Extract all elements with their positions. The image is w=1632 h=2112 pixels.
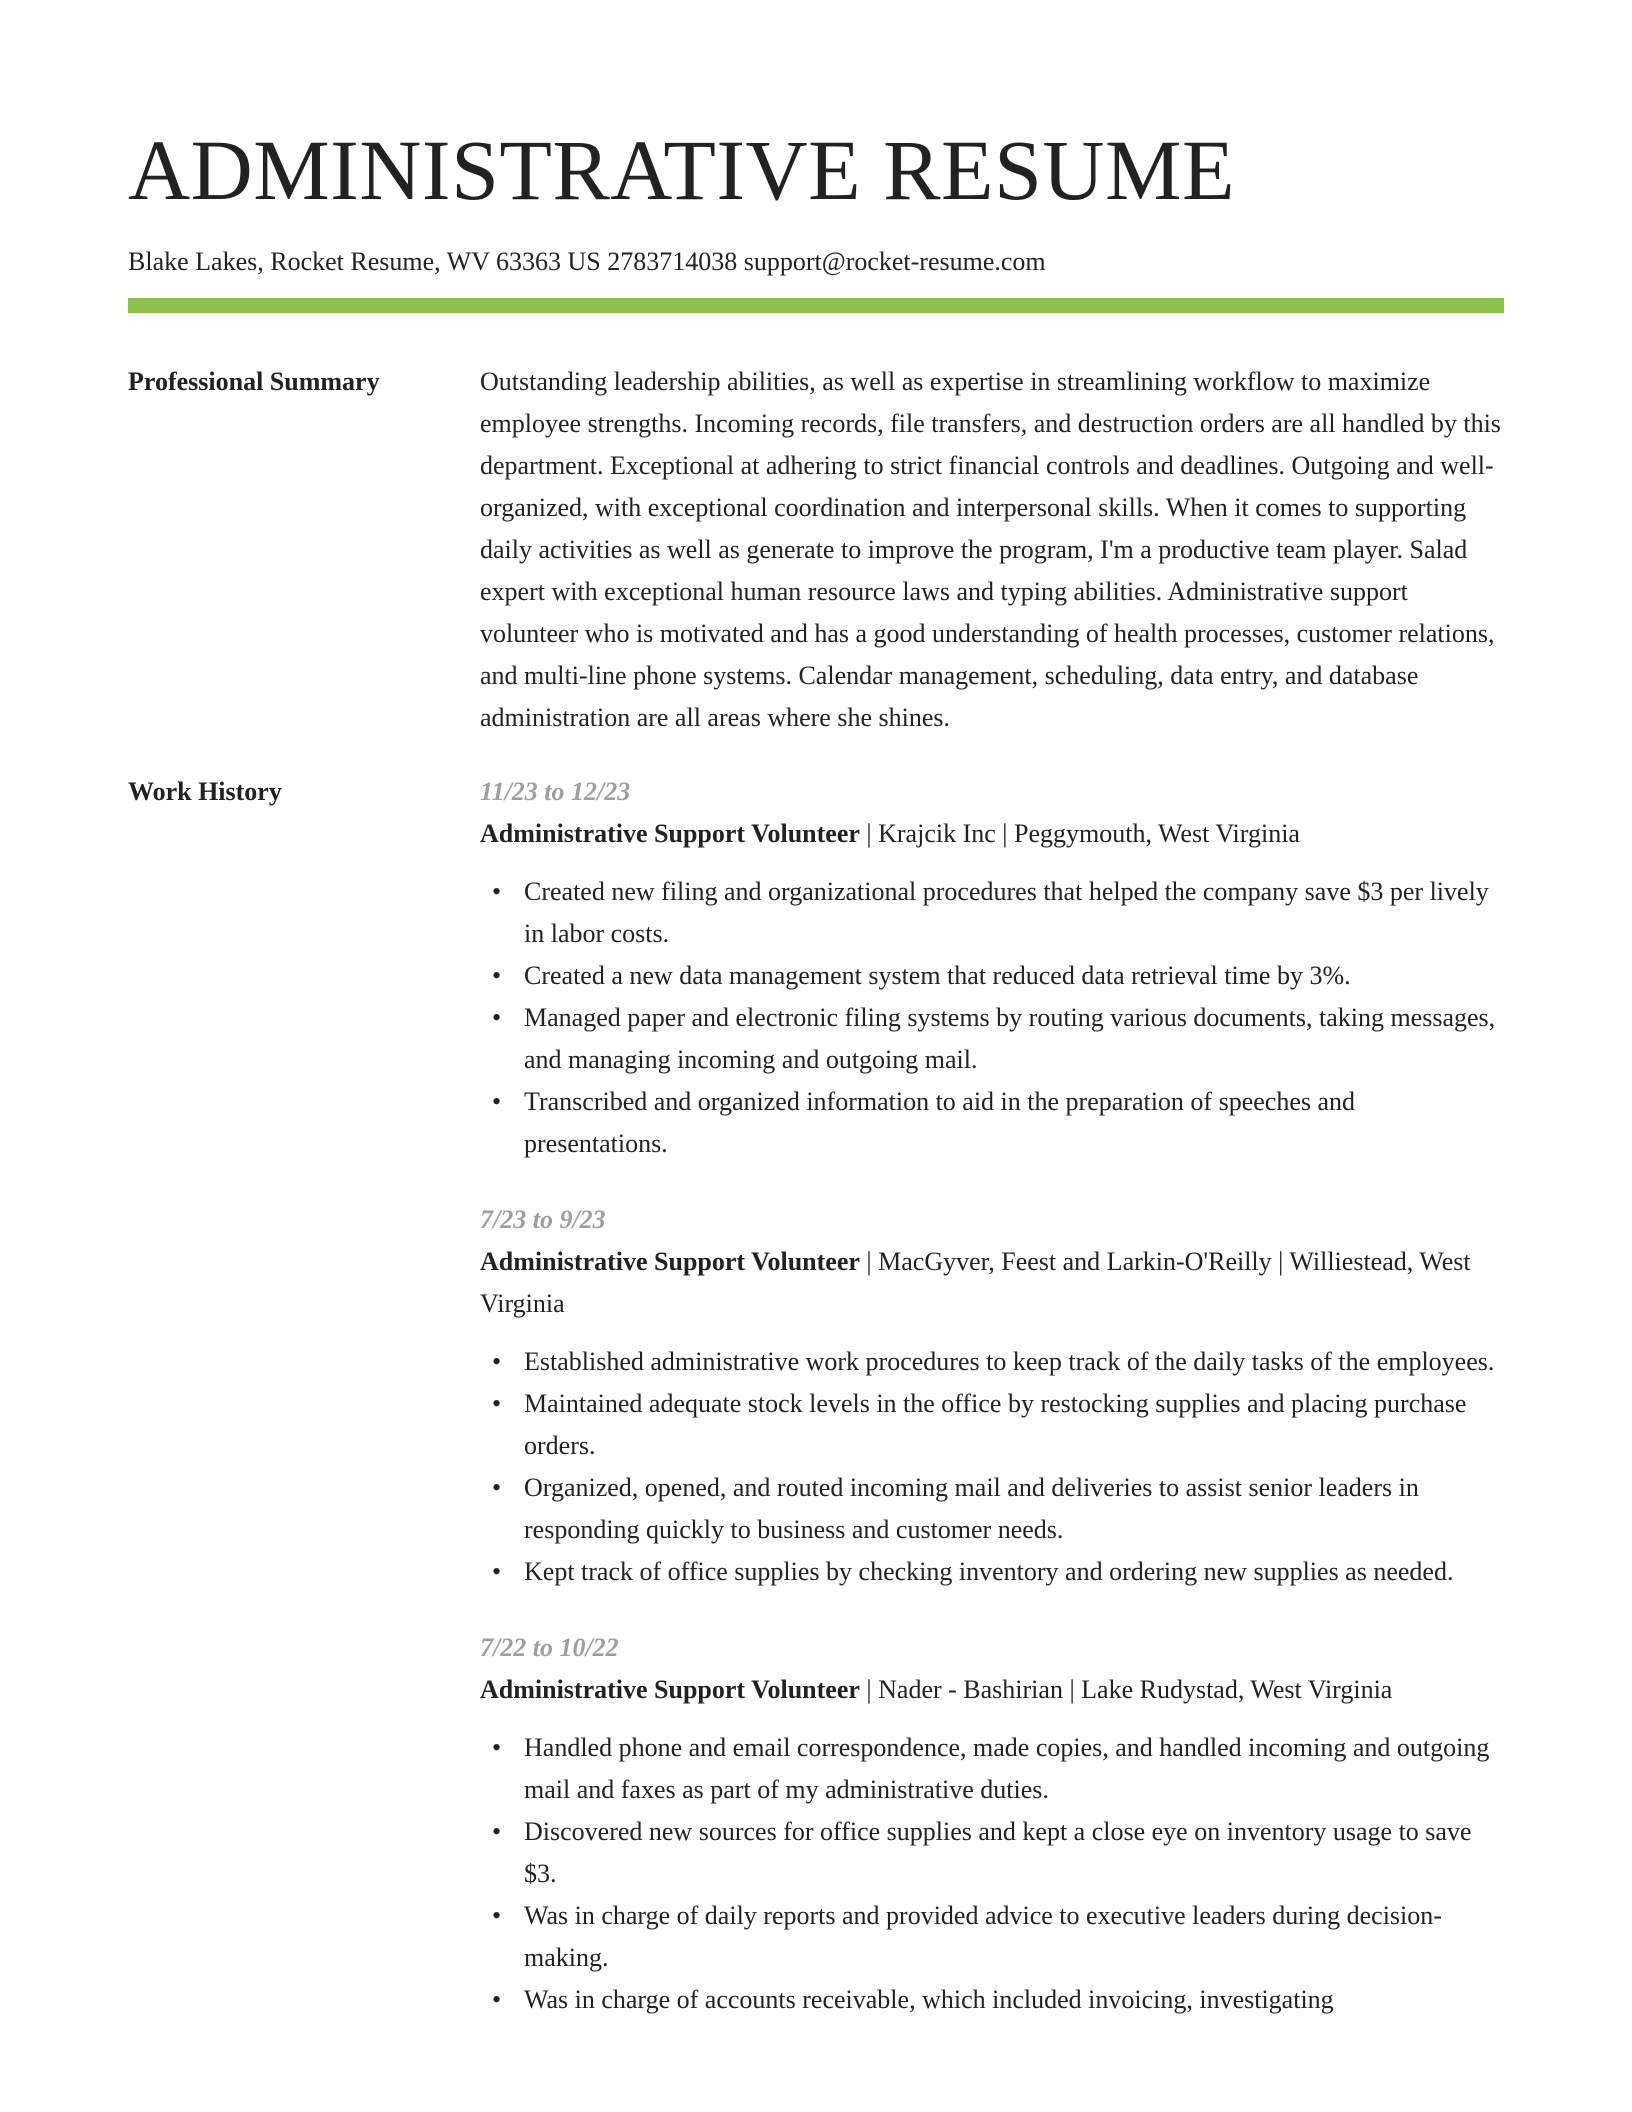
- job-bullet: • Transcribed and organized information to aid in the preparation of speeches and presentations.: [524, 1081, 1504, 1165]
- job-entry: [480, 1199, 1504, 1593]
- job-role: Administrative Support Volunteer: [480, 1247, 860, 1276]
- section-label-summary: Professional Summary: [128, 367, 380, 396]
- professional-summary-section: [128, 361, 1504, 739]
- job-bullet-list: [480, 1727, 1504, 2021]
- job-bullet: • Managed paper and electronic filing systems by routing various documents, taking messages, and managing incoming and outgoing mail.: [524, 997, 1504, 1081]
- job-title-line: [480, 813, 1504, 855]
- job-bullet: • Handled phone and email correspondence, made copies, and handled incoming and outgoing mail and faxes as part of my administrative duties.: [524, 1727, 1504, 1811]
- job-title-line: [480, 1669, 1504, 1711]
- job-details: | Krajcik Inc | Peggymouth, West Virginia: [859, 819, 1300, 848]
- job-bullet-list: [480, 871, 1504, 1165]
- work-history-section: [128, 771, 1504, 2055]
- job-entry: [480, 771, 1504, 1165]
- job-bullet-list: [480, 1341, 1504, 1593]
- job-bullet: • Kept track of office supplies by checking inventory and ordering new supplies as needed.: [524, 1551, 1504, 1593]
- job-dates: 7/23 to 9/23: [480, 1205, 606, 1234]
- resume-title: ADMINISTRATIVE RESUME: [128, 122, 1235, 218]
- job-bullet: • Was in charge of accounts receivable, which included invoicing, investigating: [524, 1979, 1504, 2021]
- job-role: Administrative Support Volunteer: [480, 1675, 860, 1704]
- section-label-work-history: Work History: [128, 777, 282, 806]
- job-dates: 11/23 to 12/23: [480, 777, 631, 806]
- job-bullet: • Maintained adequate stock levels in the office by restocking supplies and placing purchase orders.: [524, 1383, 1504, 1467]
- job-dates: 7/22 to 10/22: [480, 1633, 619, 1662]
- job-entry: [480, 1627, 1504, 2021]
- job-details: | MacGyver, Feest and Larkin-O'Reilly | Williestead, West Virginia: [480, 1247, 1471, 1318]
- job-details: | Nader - Bashirian | Lake Rudystad, West Virginia: [859, 1675, 1393, 1704]
- job-bullet: • Created new filing and organizational procedures that helped the company save $3 per lively in labor costs.: [524, 871, 1504, 955]
- summary-body: [480, 361, 1504, 739]
- contact-line: Blake Lakes, Rocket Resume, WV 63363 US 2783714038 support@rocket-resume.com: [128, 247, 1046, 276]
- job-bullet: • Organized, opened, and routed incoming mail and deliveries to assist senior leaders in responding quickly to business and customer needs.: [524, 1467, 1504, 1551]
- job-bullet: • Created a new data management system that reduced data retrieval time by 3%.: [524, 955, 1504, 997]
- job-title-line: [480, 1241, 1504, 1325]
- summary-text: Outstanding leadership abilities, as well as expertise in streamlining workflow to maximize employee strengths. Incoming records, file transfers, and destruction orders are all handled by this department. Exceptional at adhering to strict financial controls and deadlines. Outgoing and well-organized, with exceptional coordination and interpersonal skills. When it comes to supporting daily activities as well as generate to improve the program, I'm a productive team player. Salad expert with exceptional human resource laws and typing abilities. Administrative support volunteer who is motivated and has a good understanding of health processes, customer relations, and multi-line phone systems. Calendar management, scheduling, data entry, and database administration are all areas where she shines.: [480, 367, 1501, 732]
- job-bullet: • Was in charge of daily reports and provided advice to executive leaders during decision-making.: [524, 1895, 1504, 1979]
- accent-divider: [128, 298, 1504, 313]
- work-history-body: [480, 771, 1504, 2055]
- resume-page: [128, 0, 1504, 2055]
- job-bullet: • Discovered new sources for office supplies and kept a close eye on inventory usage to save $3.: [524, 1811, 1504, 1895]
- job-bullet: • Established administrative work procedures to keep track of the daily tasks of the employees.: [524, 1341, 1504, 1383]
- job-role: Administrative Support Volunteer: [480, 819, 860, 848]
